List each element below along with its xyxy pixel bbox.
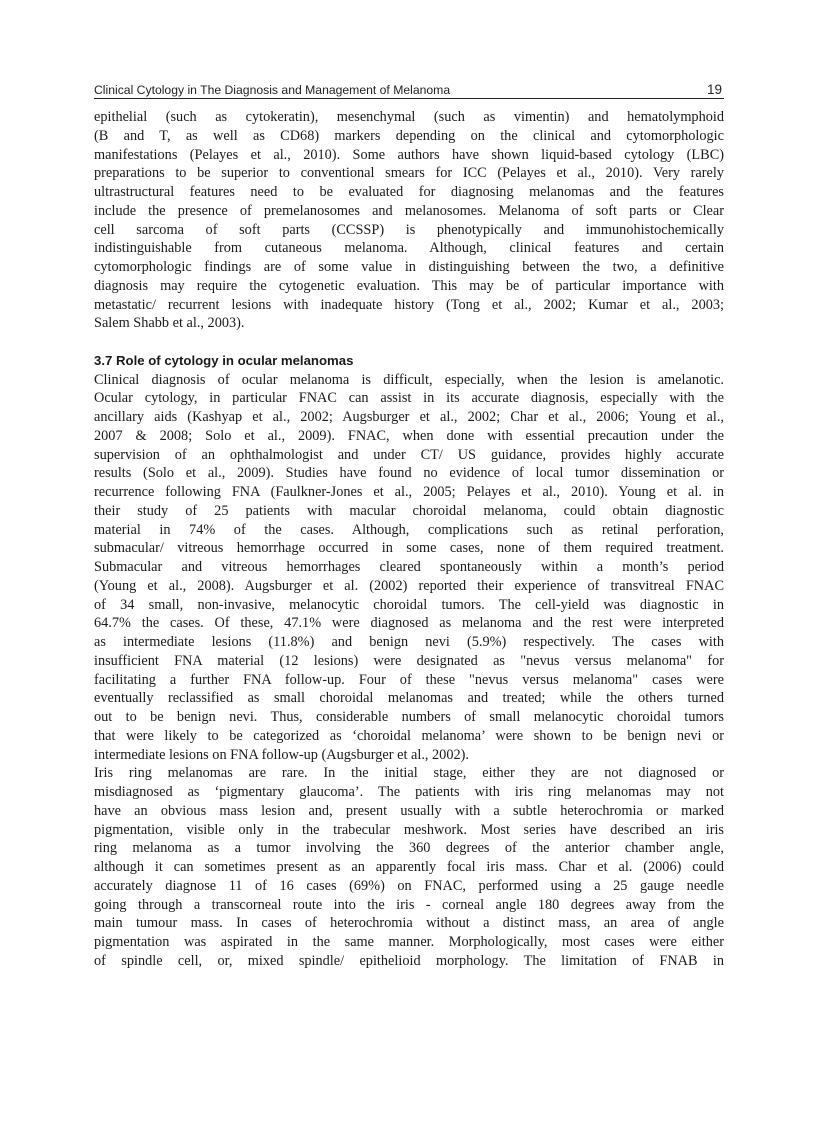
text-line: submacular/ vitreous hemorrhage occurred in some cases, none of them required treatment. — [94, 540, 724, 557]
text-line: cell sarcoma of soft parts (CCSSP) is phenotypically and immunohistochemically — [94, 221, 724, 238]
text-line: cytomorphologic findings are of some value in distinguishing between the two, a definitive — [94, 259, 724, 275]
text-line: as intermediate lesions (11.8%) and benign nevi (5.9%) respectively. The cases with — [94, 634, 724, 650]
text-line: that were likely to be categorized as ‘choroidal melanoma’ were shown to be benign nevi or — [94, 727, 724, 744]
text-line: diagnosis may require the cytogenetic evaluation. This may be of particular importance with — [94, 277, 724, 294]
text-line: out to be benign nevi. Thus, considerable numbers of small melanocytic choroidal tumors — [94, 709, 724, 725]
text-line: misdiagnosed as ‘pigmentary glaucoma’. The patients with iris ring melanomas may not — [94, 784, 724, 800]
text-line: going through a transcorneal route into the iris - corneal angle 180 degrees away from the — [94, 896, 724, 913]
text-line: recurrence following FNA (Faulkner-Jones et al., 2005; Pelayes et al., 2010). Young et al. in — [94, 484, 724, 500]
text-line: have an obvious mass lesion and, present usually with a subtle heterochromia or marked — [94, 802, 724, 819]
body-text — [94, 108, 724, 971]
text-line: pigmentation, visible only in the trabecular meshwork. Most series have described an iris — [94, 821, 724, 838]
text-line: ancillary aids (Kashyap et al., 2002; Augsburger et al., 2002; Char et al., 2006; Young et al., — [94, 409, 724, 425]
text-line: Iris ring melanomas are rare. In the initial stage, either they are not diagnosed or — [94, 765, 724, 782]
running-title: Clinical Cytology in The Diagnosis and Management of Melanoma — [94, 83, 451, 97]
text-line: facilitating a further FNA follow-up. Four of these "nevus versus melanoma" cases were — [94, 671, 724, 688]
text-line: material in 74% of the cases. Although, complications such as retinal perforation, — [94, 521, 724, 538]
text-line: accurately diagnose 11 of 16 cases (69%) on FNAC, performed using a 25 gauge needle — [94, 877, 724, 894]
text-line: Salem Shabb et al., 2003). — [94, 315, 245, 332]
text-line: epithelial (such as cytokeratin), mesenchymal (such as vimentin) and hematolymphoid — [94, 109, 724, 125]
paragraph-2 — [94, 371, 724, 765]
text-line: their study of 25 patients with macular choroidal melanoma, could obtain diagnostic — [94, 502, 724, 519]
text-line: pigmentation was aspirated in the same manner. Morphologically, most cases were either — [94, 934, 724, 950]
text-line: of spindle cell, or, mixed spindle/ epithelioid morphology. The limitation of FNAB in — [94, 952, 724, 969]
text-line: (B and T, as well as CD68) markers depending on the clinical and cytomorphologic — [94, 127, 724, 144]
text-line: (Young et al., 2008). Augsburger et al. (2002) reported their experience of transvitreal FNAC — [94, 577, 724, 594]
text-line: insufficient FNA material (12 lesions) were designated as "nevus versus melanoma" for — [94, 652, 724, 669]
text-line: main tumour mass. In cases of heterochromia without a distinct mass, an area of angle — [94, 915, 724, 932]
text-line: include the presence of premelanosomes and melanosomes. Melanoma of soft parts or Clear — [94, 202, 724, 219]
text-line: eventually reclassified as small choroidal melanomas and treated; while the others turned — [94, 690, 724, 707]
text-line: ring melanoma as a tumor involving the 360 degrees of the anterior chamber angle, — [94, 840, 724, 857]
text-line: results (Solo et al., 2009). Studies have found no evidence of local tumor dissemination or — [94, 465, 724, 482]
text-line: Clinical diagnosis of ocular melanoma is difficult, especially, when the lesion is amelanotic. — [94, 371, 724, 388]
page-number: 19 — [706, 82, 722, 97]
text-line: 2007 & 2008; Solo et al., 2009). FNAC, when done with essential precaution under the — [94, 427, 724, 444]
text-line: supervision of an ophthalmologist and under CT/ US guidance, provides highly accurate — [94, 446, 724, 463]
text-line: metastatic/ recurrent lesions with inadequate history (Tong et al., 2002; Kumar et al., 2003; — [94, 296, 724, 313]
section-heading: 3.7 Role of cytology in ocular melanomas — [94, 352, 354, 368]
text-line: Ocular cytology, in particular FNAC can assist in its accurate diagnosis, especially with the — [94, 390, 724, 407]
text-line: although it can sometimes present as an apparently focal iris mass. Char et al. (2006) could — [94, 859, 724, 875]
running-header — [94, 80, 724, 99]
text-line: preparations to be superior to conventional smears for ICC (Pelayes et al., 2010). Very rarely — [94, 165, 724, 182]
paragraph-3 — [94, 764, 724, 970]
text-line: Submacular and vitreous hemorrhages cleared spontaneously within a month’s period — [94, 559, 724, 575]
paragraph-1 — [94, 108, 724, 333]
text-line: ultrastructural features need to be evaluated for diagnosing melanomas and the features — [94, 184, 724, 200]
text-line: intermediate lesions on FNA follow-up (Augsburger et al., 2002). — [94, 746, 469, 763]
text-line: 64.7% the cases. Of these, 47.1% were diagnosed as melanoma and the rest were interpreted — [94, 615, 724, 632]
text-line: of 34 small, non-invasive, melanocytic choroidal tumors. The cell-yield was diagnostic in — [94, 596, 724, 613]
text-line: indistinguishable from cutaneous melanoma. Although, clinical features and certain — [94, 240, 724, 257]
text-line: manifestations (Pelayes et al., 2010). Some authors have shown liquid-based cytology (LBC) — [94, 146, 724, 163]
